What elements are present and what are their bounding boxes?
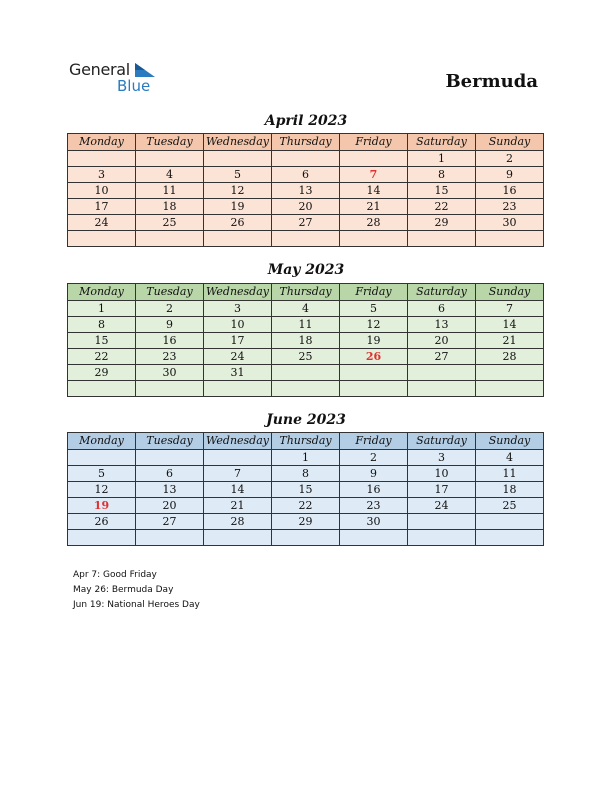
day-cell: 21 [204, 498, 272, 514]
day-cell: 18 [272, 333, 340, 349]
week-row [68, 349, 544, 365]
weekday-header: Thursday [272, 433, 340, 450]
day-cell: 21 [476, 333, 544, 349]
day-cell: 8 [68, 317, 136, 333]
day-cell: 17 [68, 199, 136, 215]
weekday-header: Saturday [408, 433, 476, 450]
day-cell: 26 [204, 215, 272, 231]
day-cell: 25 [272, 349, 340, 365]
day-cell [408, 514, 476, 530]
day-cell: 1 [272, 450, 340, 466]
day-cell: 27 [408, 349, 476, 365]
day-cell: 15 [408, 183, 476, 199]
day-cell: 14 [204, 482, 272, 498]
weekday-header: Friday [340, 433, 408, 450]
day-cell: 30 [136, 365, 204, 381]
day-cell: 11 [136, 183, 204, 199]
day-cell [408, 231, 476, 247]
weekday-header: Monday [68, 134, 136, 151]
day-cell [408, 381, 476, 397]
day-cell: 3 [204, 301, 272, 317]
day-cell: 29 [272, 514, 340, 530]
day-cell [476, 381, 544, 397]
week-row [68, 381, 544, 397]
day-cell [272, 365, 340, 381]
calendar-april [67, 133, 544, 247]
day-cell [204, 381, 272, 397]
day-cell: 12 [340, 317, 408, 333]
weekday-header: Wednesday [204, 134, 272, 151]
day-cell: 1 [68, 301, 136, 317]
day-cell: 8 [272, 466, 340, 482]
day-cell: 1 [408, 151, 476, 167]
weekday-header: Sunday [476, 284, 544, 301]
day-cell: 16 [340, 482, 408, 498]
weekday-header-row [68, 134, 544, 151]
day-cell: 23 [136, 349, 204, 365]
holiday-note: May 26: Bermuda Day [73, 585, 174, 595]
day-cell [136, 231, 204, 247]
day-cell [68, 530, 136, 546]
day-cell [68, 151, 136, 167]
day-cell: 15 [272, 482, 340, 498]
day-cell: 7 [340, 167, 408, 183]
weekday-header: Monday [68, 433, 136, 450]
day-cell [476, 530, 544, 546]
weekday-header: Friday [340, 284, 408, 301]
weekday-header: Tuesday [136, 134, 204, 151]
week-row [68, 498, 544, 514]
day-cell: 2 [340, 450, 408, 466]
day-cell [476, 231, 544, 247]
day-cell: 29 [408, 215, 476, 231]
day-cell: 5 [340, 301, 408, 317]
day-cell: 10 [204, 317, 272, 333]
day-cell [476, 514, 544, 530]
day-cell: 31 [204, 365, 272, 381]
weekday-header: Sunday [476, 433, 544, 450]
day-cell: 19 [340, 333, 408, 349]
day-cell: 11 [272, 317, 340, 333]
holiday-note: Apr 7: Good Friday [73, 570, 157, 580]
day-cell [476, 365, 544, 381]
day-cell: 25 [476, 498, 544, 514]
day-cell: 23 [476, 199, 544, 215]
day-cell: 17 [408, 482, 476, 498]
logo [69, 60, 159, 96]
day-cell: 16 [136, 333, 204, 349]
day-cell [204, 231, 272, 247]
day-cell [340, 365, 408, 381]
calendar-may [67, 283, 544, 397]
week-row [68, 183, 544, 199]
day-cell: 4 [272, 301, 340, 317]
weekday-header: Saturday [408, 284, 476, 301]
month-title-may: May 2023 [267, 262, 345, 278]
country-title: Bermuda [445, 71, 538, 92]
day-cell: 24 [68, 215, 136, 231]
day-cell: 10 [68, 183, 136, 199]
weekday-header: Thursday [272, 134, 340, 151]
weekday-header: Tuesday [136, 433, 204, 450]
day-cell [340, 381, 408, 397]
day-cell: 10 [408, 466, 476, 482]
day-cell: 3 [68, 167, 136, 183]
holiday-note: Jun 19: National Heroes Day [73, 600, 200, 610]
day-cell: 22 [272, 498, 340, 514]
day-cell: 28 [476, 349, 544, 365]
weekday-header: Saturday [408, 134, 476, 151]
day-cell: 28 [204, 514, 272, 530]
month-title-april: April 2023 [264, 113, 348, 129]
day-cell: 8 [408, 167, 476, 183]
week-row [68, 482, 544, 498]
day-cell: 5 [68, 466, 136, 482]
day-cell: 11 [476, 466, 544, 482]
day-cell [204, 450, 272, 466]
day-cell: 6 [272, 167, 340, 183]
week-row [68, 317, 544, 333]
week-row [68, 167, 544, 183]
day-cell: 7 [476, 301, 544, 317]
day-cell [272, 530, 340, 546]
weekday-header: Monday [68, 284, 136, 301]
logo-text-blue: Blue [117, 77, 151, 95]
day-cell: 18 [136, 199, 204, 215]
week-row [68, 450, 544, 466]
day-cell: 18 [476, 482, 544, 498]
day-cell: 25 [136, 215, 204, 231]
week-row [68, 466, 544, 482]
week-row [68, 151, 544, 167]
day-cell: 27 [272, 215, 340, 231]
day-cell: 21 [340, 199, 408, 215]
day-cell [340, 151, 408, 167]
day-cell: 5 [204, 167, 272, 183]
holiday-notes [73, 568, 200, 613]
day-cell [136, 381, 204, 397]
day-cell [204, 151, 272, 167]
day-cell: 2 [136, 301, 204, 317]
weekday-header-row [68, 284, 544, 301]
day-cell: 22 [68, 349, 136, 365]
day-cell [68, 381, 136, 397]
day-cell: 26 [340, 349, 408, 365]
day-cell [272, 151, 340, 167]
week-row [68, 514, 544, 530]
weekday-header: Wednesday [204, 284, 272, 301]
month-title-june: June 2023 [266, 412, 346, 428]
day-cell: 17 [204, 333, 272, 349]
day-cell: 20 [272, 199, 340, 215]
day-cell: 9 [476, 167, 544, 183]
calendar-june [67, 432, 544, 546]
week-row [68, 365, 544, 381]
logo-text-general: General [69, 60, 130, 79]
weekday-header: Sunday [476, 134, 544, 151]
week-row [68, 199, 544, 215]
day-cell: 30 [340, 514, 408, 530]
day-cell: 4 [136, 167, 204, 183]
day-cell [68, 231, 136, 247]
day-cell [204, 530, 272, 546]
day-cell: 20 [136, 498, 204, 514]
day-cell: 22 [408, 199, 476, 215]
day-cell: 15 [68, 333, 136, 349]
weekday-header: Wednesday [204, 433, 272, 450]
day-cell: 12 [68, 482, 136, 498]
day-cell [136, 151, 204, 167]
day-cell: 6 [408, 301, 476, 317]
weekday-header: Tuesday [136, 284, 204, 301]
day-cell [136, 530, 204, 546]
day-cell: 9 [340, 466, 408, 482]
day-cell: 7 [204, 466, 272, 482]
day-cell: 24 [204, 349, 272, 365]
week-row [68, 231, 544, 247]
day-cell: 3 [408, 450, 476, 466]
day-cell: 2 [476, 151, 544, 167]
day-cell: 20 [408, 333, 476, 349]
day-cell: 14 [476, 317, 544, 333]
week-row [68, 333, 544, 349]
day-cell [68, 450, 136, 466]
weekday-header: Friday [340, 134, 408, 151]
day-cell: 23 [340, 498, 408, 514]
day-cell [408, 530, 476, 546]
day-cell: 4 [476, 450, 544, 466]
day-cell: 12 [204, 183, 272, 199]
day-cell: 13 [408, 317, 476, 333]
day-cell [272, 231, 340, 247]
day-cell: 13 [272, 183, 340, 199]
day-cell: 19 [68, 498, 136, 514]
day-cell: 26 [68, 514, 136, 530]
week-row [68, 301, 544, 317]
day-cell: 16 [476, 183, 544, 199]
week-row [68, 530, 544, 546]
logo-flag-icon [135, 63, 155, 77]
day-cell: 30 [476, 215, 544, 231]
day-cell: 28 [340, 215, 408, 231]
day-cell [408, 365, 476, 381]
day-cell: 29 [68, 365, 136, 381]
day-cell: 9 [136, 317, 204, 333]
day-cell [340, 530, 408, 546]
day-cell: 24 [408, 498, 476, 514]
week-row [68, 215, 544, 231]
weekday-header-row [68, 433, 544, 450]
day-cell [340, 231, 408, 247]
day-cell [272, 381, 340, 397]
day-cell [136, 450, 204, 466]
day-cell: 13 [136, 482, 204, 498]
day-cell: 6 [136, 466, 204, 482]
day-cell: 14 [340, 183, 408, 199]
day-cell: 27 [136, 514, 204, 530]
weekday-header: Thursday [272, 284, 340, 301]
day-cell: 19 [204, 199, 272, 215]
